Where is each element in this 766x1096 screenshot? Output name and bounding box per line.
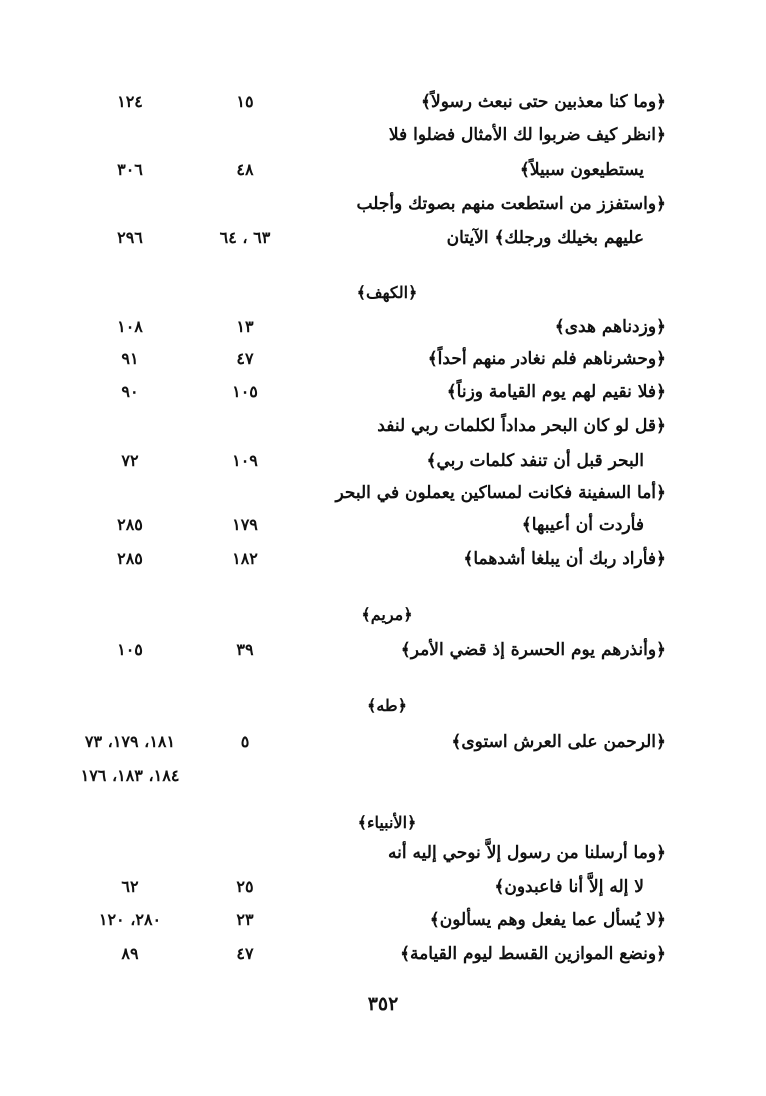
index-row — [0, 311, 766, 343]
verse-text: ﴿فلا نقيم لهم يوم القيامة وزناً﴾ — [446, 382, 666, 402]
index-row — [0, 222, 766, 254]
page-references: ٦٢ — [121, 877, 139, 896]
ayah-number: ١٥ — [236, 92, 254, 111]
verse-text: ﴿الرحمن على العرش استوى﴾ — [451, 732, 666, 752]
index-row — [0, 904, 766, 936]
ayah-number: ٤٧ — [236, 349, 254, 368]
ayah-number: ١٧٩ — [232, 515, 258, 534]
verse-text: ﴿لا يُسأل عما يفعل وهم يسألون﴾ — [429, 910, 666, 930]
index-row — [0, 86, 766, 118]
ayah-number: ٤٧ — [236, 944, 254, 963]
index-row — [0, 726, 766, 758]
index-row — [0, 543, 766, 575]
verse-text: ﴿واستفزز من استطعت منهم بصوتك وأجلب — [356, 194, 666, 214]
index-row — [0, 343, 766, 375]
verse-text: ﴿وحشرناهم فلم نغادر منهم أحداً﴾ — [427, 349, 666, 369]
index-row — [0, 837, 766, 869]
verse-text: لا إله إلاَّ أنا فاعبدون﴾ — [494, 877, 644, 897]
ayah-number: ٢٥ — [236, 877, 254, 896]
verse-text: البحر قبل أن تنفد كلمات ربي﴾ — [426, 451, 644, 471]
verse-text: ﴿وما كنا معذبين حتى نبعث رسولاً﴾ — [421, 92, 666, 112]
section-title: ﴿مريم﴾ — [361, 605, 413, 624]
page-references: ١٨١، ١٧٩، ٧٣ — [84, 732, 176, 751]
ayah-number: ٤٨ — [236, 160, 254, 179]
page-number: ٣٥٢ — [367, 993, 399, 1015]
page-references: ١٨٤، ١٨٣، ١٧٦ — [80, 766, 180, 785]
ayah-number: ٦٣ ، ٦٤ — [219, 228, 271, 247]
ayah-number: ٢٣ — [236, 910, 254, 929]
ayah-number: ٥ — [240, 732, 250, 751]
verse-text: ﴿ونضع الموازين القسط ليوم القيامة﴾ — [400, 944, 666, 964]
index-row — [0, 410, 766, 442]
index-row — [0, 509, 766, 541]
verse-text: عليهم بخيلك ورجلك﴾ الآيتان — [446, 228, 644, 248]
verse-text: ﴿أما السفينة فكانت لمساكين يعملون في البحر — [335, 483, 666, 503]
page-references: ٢٨٠، ١٢٠ — [98, 910, 162, 929]
index-row — [0, 760, 766, 792]
section-title: ﴿الكهف﴾ — [356, 283, 418, 302]
verse-text: ﴿وما أرسلنا من رسول إلاَّ نوحي إليه أنه — [388, 843, 666, 863]
verse-text: ﴿وأنذرهم يوم الحسرة إذ قضي الأمر﴾ — [400, 640, 666, 660]
ayah-number: ٣٩ — [236, 640, 254, 659]
ayah-number: ١٠٩ — [232, 451, 258, 470]
section-heading — [0, 691, 766, 721]
page-references: ٨٩ — [121, 944, 139, 963]
index-row — [0, 871, 766, 903]
page-references: ٩٠ — [121, 382, 139, 401]
ayah-number: ١٣ — [236, 317, 254, 336]
index-row — [0, 634, 766, 666]
index-row — [0, 477, 766, 509]
verse-text: يستطيعون سبيلاً﴾ — [519, 160, 644, 180]
section-title: ﴿الأنبياء﴾ — [357, 813, 417, 832]
index-row — [0, 188, 766, 220]
ayah-number: ١٠٥ — [232, 382, 258, 401]
page-references: ٢٨٥ — [117, 549, 143, 568]
verse-text: ﴿فأراد ربك أن يبلغا أشدهما﴾ — [463, 549, 666, 569]
page-references: ٢٨٥ — [117, 515, 143, 534]
index-row — [0, 154, 766, 186]
verse-text: ﴿وزدناهم هدى﴾ — [554, 317, 666, 337]
page-references: ٧٢ — [121, 451, 139, 470]
ayah-number: ١٨٢ — [232, 549, 258, 568]
page-references: ٢٩٦ — [117, 228, 143, 247]
section-heading — [0, 600, 766, 630]
page-references: ١٠٨ — [117, 317, 143, 336]
section-heading — [0, 808, 766, 838]
page-references: ٣٠٦ — [117, 160, 143, 179]
index-row — [0, 445, 766, 477]
section-heading — [0, 278, 766, 308]
verse-text: فأردت أن أعيبها﴾ — [521, 515, 644, 535]
index-row — [0, 376, 766, 408]
page-references: ١٠٥ — [117, 640, 143, 659]
index-row — [0, 938, 766, 970]
page-references: ٩١ — [121, 349, 139, 368]
index-row — [0, 119, 766, 151]
page-references: ١٢٤ — [117, 92, 143, 111]
verse-text: ﴿قل لو كان البحر مداداً لكلمات ربي لنفد — [377, 416, 666, 436]
verse-text: ﴿انظر كيف ضربوا لك الأمثال فضلوا فلا — [388, 125, 666, 145]
section-title: ﴿طه﴾ — [366, 696, 408, 715]
